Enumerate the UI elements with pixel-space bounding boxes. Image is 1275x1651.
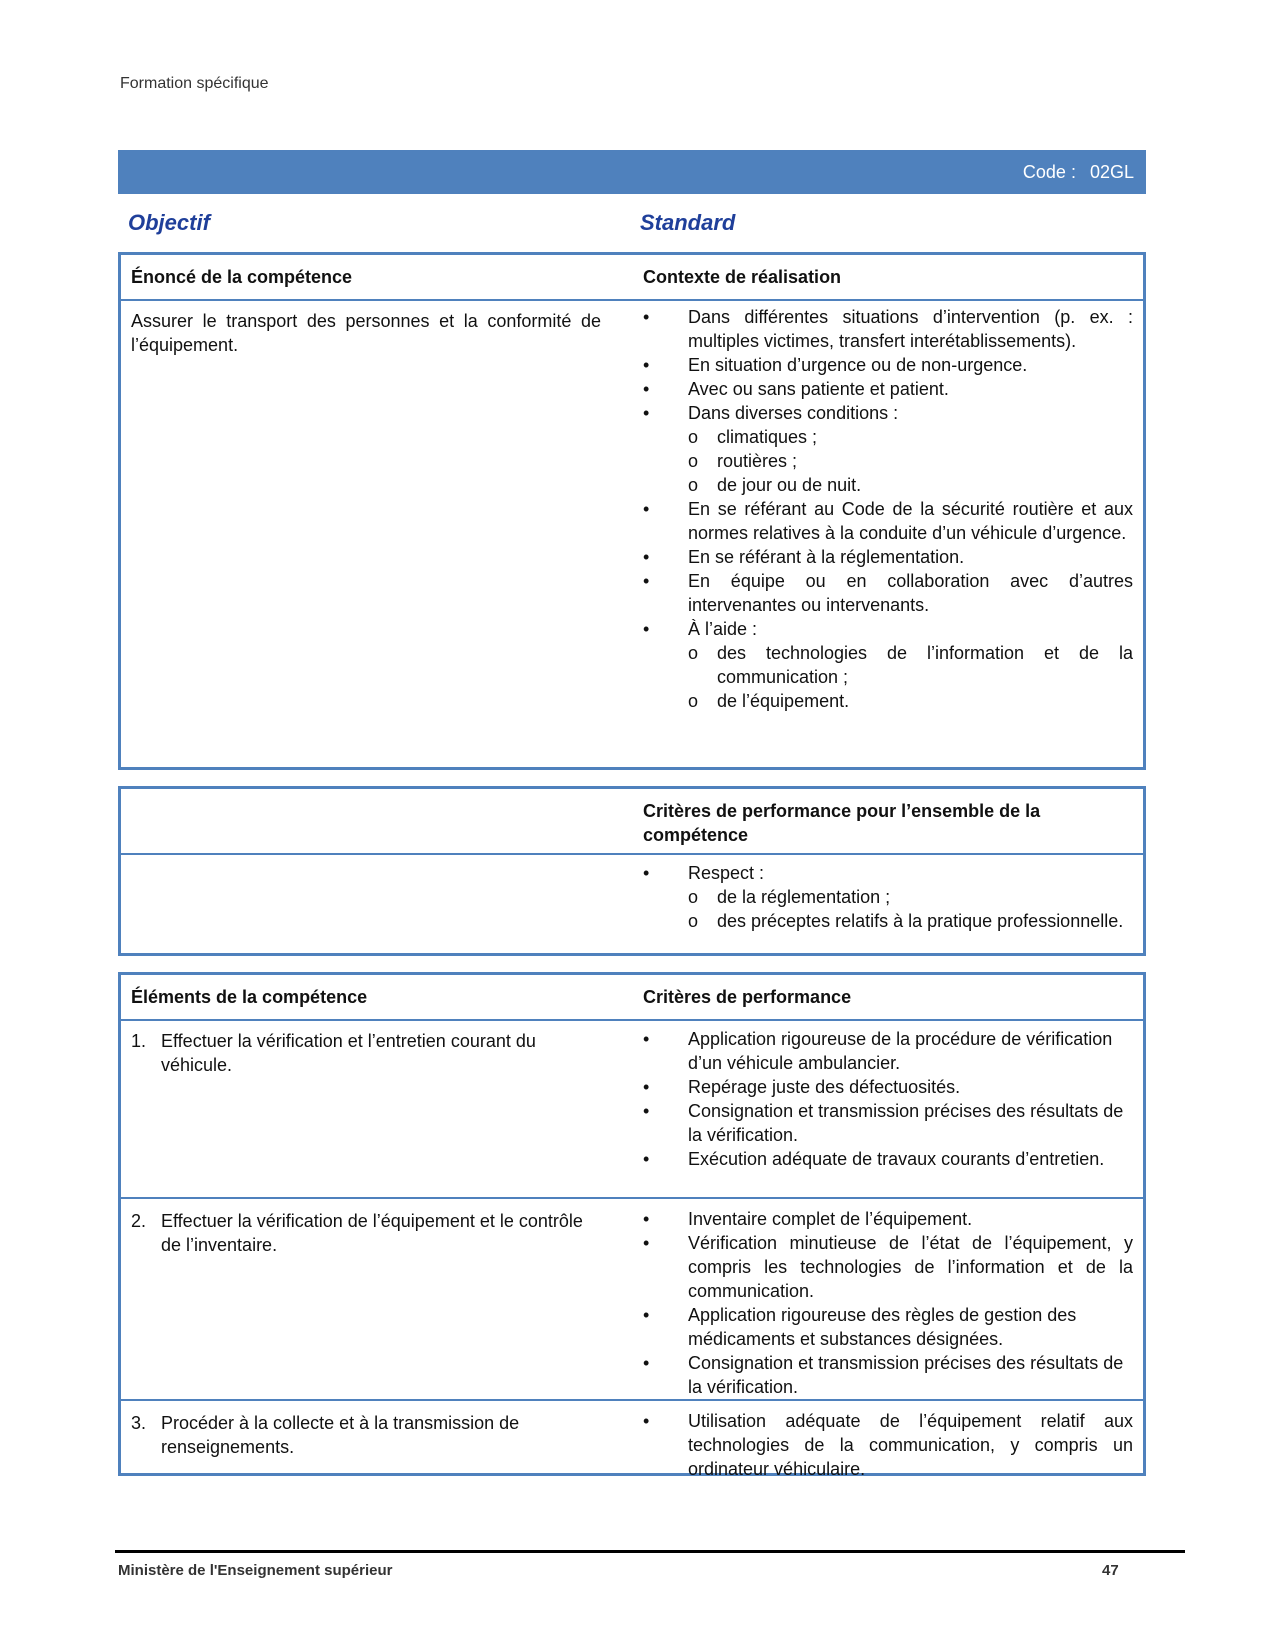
element-row: [121, 1399, 1143, 1477]
objective-table: [118, 252, 1146, 770]
context-subitem: o des technologies de l’information et de la communication ;: [688, 641, 1133, 689]
element-row: [121, 1197, 1143, 1399]
global-criteria-header: Critères de performance pour l’ensemble de la compétence: [643, 801, 1041, 845]
context-list: [643, 305, 1133, 713]
context-header: Contexte de réalisation: [643, 267, 842, 287]
context-item: • En situation d’urgence ou de non-urgence.: [643, 353, 1133, 377]
global-criteria-table: [118, 786, 1146, 956]
element-description: Procéder à la collecte et à la transmission de renseignements.: [161, 1413, 520, 1457]
context-subitem: o de jour ou de nuit.: [688, 473, 1133, 497]
code-bar: [118, 150, 1146, 194]
global-criteria-body-row: [121, 853, 1143, 955]
element-criteria: [643, 1207, 1133, 1399]
context-item: • Avec ou sans patiente et patient.: [643, 377, 1133, 401]
criteria-item: • Consignation et transmission précises des résultats de la vérification.: [643, 1351, 1133, 1399]
element-number: 3.: [131, 1413, 147, 1433]
criteria-item: • Repérage juste des défectuosités.: [643, 1075, 1133, 1099]
context-item-label: À l’aide :: [688, 619, 758, 639]
performance-criteria-header: Critères de performance: [643, 987, 852, 1007]
context-subitem: o routières ;: [688, 449, 1133, 473]
element-criteria: [643, 1409, 1133, 1481]
element-number: 1.: [131, 1031, 147, 1051]
context-subitem: o de l’équipement.: [688, 689, 1133, 713]
criteria-item-label: Respect :: [688, 863, 765, 883]
criteria-item: • Exécution adéquate de travaux courants d’entretien.: [643, 1147, 1133, 1171]
global-criteria-header-row: [121, 789, 1143, 853]
criteria-item: • Vérification minutieuse de l’état de l’équipement, y compris les technologies de l’information et de la communication.: [643, 1231, 1133, 1303]
element-number: 2.: [131, 1211, 147, 1231]
global-criteria-list: [643, 861, 1133, 933]
criteria-item: • Application rigoureuse des règles de gestion des médicaments et substances désignées.: [643, 1303, 1133, 1351]
element-text: [131, 1209, 601, 1257]
context-item: • En équipe ou en collaboration avec d’autres intervenantes ou intervenants.: [643, 569, 1133, 617]
element-text: [131, 1411, 601, 1459]
competency-statement: Assurer le transport des personnes et la conformité de l’équipement.: [131, 311, 601, 355]
criteria-item: [643, 861, 1133, 933]
page-number: 47: [1102, 1562, 1119, 1579]
footer-ministry: Ministère de l'Enseignement supérieur: [118, 1562, 393, 1579]
objective-heading: Objectif: [128, 210, 210, 235]
criteria-item: • Utilisation adéquate de l’équipement relatif aux technologies de la communication, y compris un ordinateur véhiculaire.: [643, 1409, 1133, 1481]
criteria-item: • Application rigoureuse de la procédure de vérification d’un véhicule ambulancier.: [643, 1027, 1133, 1075]
running-header: Formation spécifique: [120, 75, 269, 92]
code-label: Code :: [1022, 161, 1076, 182]
column-headings: [128, 210, 1138, 236]
standard-heading: Standard: [640, 210, 736, 235]
context-item: [643, 617, 1133, 713]
context-item: [643, 401, 1133, 497]
criteria-item: • Consignation et transmission précises des résultats de la vérification.: [643, 1099, 1133, 1147]
elements-header-row: [121, 975, 1143, 1019]
context-item: • En se référant au Code de la sécurité routière et aux normes relatives à la conduite d’un véhicule d’urgence.: [643, 497, 1133, 545]
code-value: 02GL: [1089, 161, 1134, 182]
criteria-subitem: o de la réglementation ;: [688, 885, 1133, 909]
elements-table: [118, 972, 1146, 1479]
context-item: • Dans différentes situations d’intervention (p. ex. : multiples victimes, transfert interétablissements).: [643, 305, 1133, 353]
context-item-label: Dans diverses conditions :: [688, 403, 899, 423]
element-row: [121, 1019, 1143, 1197]
element-criteria: [643, 1027, 1133, 1171]
element-text: [131, 1029, 601, 1077]
objective-body-row: [121, 299, 1143, 769]
competency-statement-header: Énoncé de la compétence: [131, 267, 353, 287]
footer-rule: [115, 1550, 1185, 1553]
elements-header: Éléments de la compétence: [131, 987, 368, 1007]
context-item: • En se référant à la réglementation.: [643, 545, 1133, 569]
criteria-item: • Inventaire complet de l’équipement.: [643, 1207, 1133, 1231]
context-subitem: o climatiques ;: [688, 425, 1133, 449]
element-description: Effectuer la vérification de l’équipement et le contrôle de l’inventaire.: [161, 1211, 583, 1255]
criteria-subitem: o des préceptes relatifs à la pratique professionnelle.: [688, 909, 1133, 933]
objective-header-row: [121, 255, 1143, 299]
element-description: Effectuer la vérification et l’entretien courant du véhicule.: [161, 1031, 536, 1075]
